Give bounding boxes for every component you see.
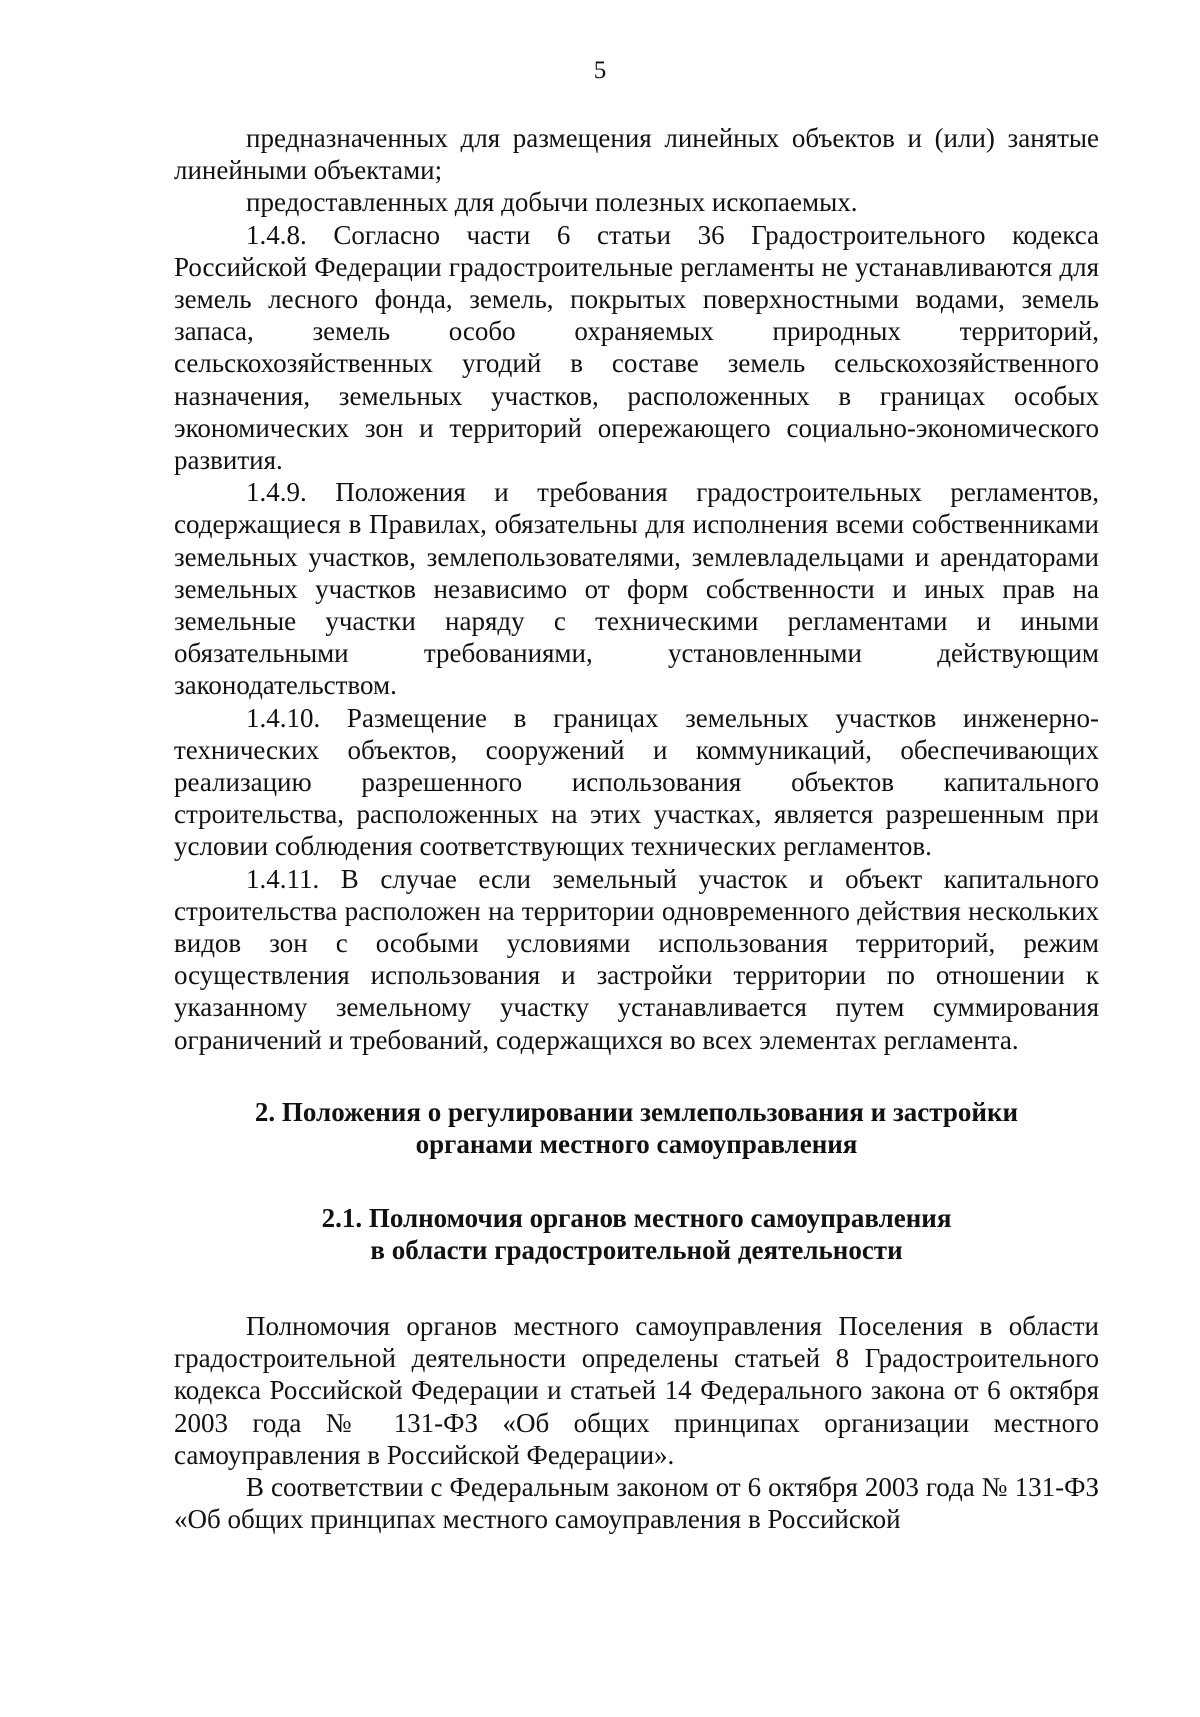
paragraph-authority-powers: Полномочия органов местного самоуправления Поселения в области градостроительной деятельности определены статьей 8 Градостроительного кодекса Российской Федерации и статьей 14 Федерального закона от 6 октября 2003 года № 131-ФЗ «Об общих принципах организации местного самоуправления в Российской Федерации». [174,1310,1099,1470]
subsection-heading [174,1202,1099,1267]
paragraph-1-4-8: 1.4.8. Согласно части 6 статьи 36 Градостроительного кодекса Российской Федерации градостроительные регламенты не устанавливаются для земель лесного фонда, земель, покрытых поверхностными водами, земель запаса, земель особо охраняемых природных территорий, сельскохозяйственных угодий в составе земель сельскохозяйственного назначения, земельных участков, расположенных в границах особых экономических зон и территорий опережающего социально-экономического развития. [174,219,1099,476]
subsection-heading-line-2: в области градостроительной деятельности [370,1235,903,1266]
paragraph-1-4-10: 1.4.10. Размещение в границах земельных участков инженерно-технических объектов, сооружений и коммуникаций, обеспечивающих реализацию разрешенного использования объектов капитального строительства, расположенных на этих участках, является разрешенным при условии соблюдения соответствующих технических регламентов. [174,702,1099,862]
paragraph-mineral-extraction: предоставленных для добычи полезных ископаемых. [246,187,858,218]
section-heading-line-2: органами местного самоуправления [415,1129,858,1160]
paragraph-1-4-11: 1.4.11. В случае если земельный участок и объект капитального строительства расположен на территории одновременного действия нескольких видов зон с особыми условиями использования территорий, режим осуществления использования и застройки территории по отношении к указанному земельному участку устанавливается путем суммирования ограничений и требований, содержащихся во всех элементах регламента. [174,863,1099,1055]
subsection-heading-line-1: 2.1. Полномочия органов местного самоуправления [321,1202,952,1233]
paragraph-linear-objects: предназначенных для размещения линейных объектов и (или) занятые линейными объектами; [174,123,1099,186]
paragraph-federal-law: В соответствии с Федеральным законом от 6 октября 2003 года № 131-ФЗ «Об общих принципах местного самоуправления в Российской [174,1471,1099,1535]
section-heading [174,1096,1099,1161]
document-body [174,122,1099,1535]
paragraph-1-4-9: 1.4.9. Положения и требования градостроительных регламентов, содержащиеся в Правилах, обязательны для исполнения всеми собственниками земельных участков, землепользователями, землевладельцами и арендаторами земельных участков независимо от форм собственности и иных прав на земельные участки наряду с техническими регламентами и иными обязательными требованиями, установленными действующим законодательством. [174,477,1099,701]
page-number: 5 [593,57,607,84]
section-heading-line-1: 2. Положения о регулировании землепользования и застройки [254,1096,1019,1127]
